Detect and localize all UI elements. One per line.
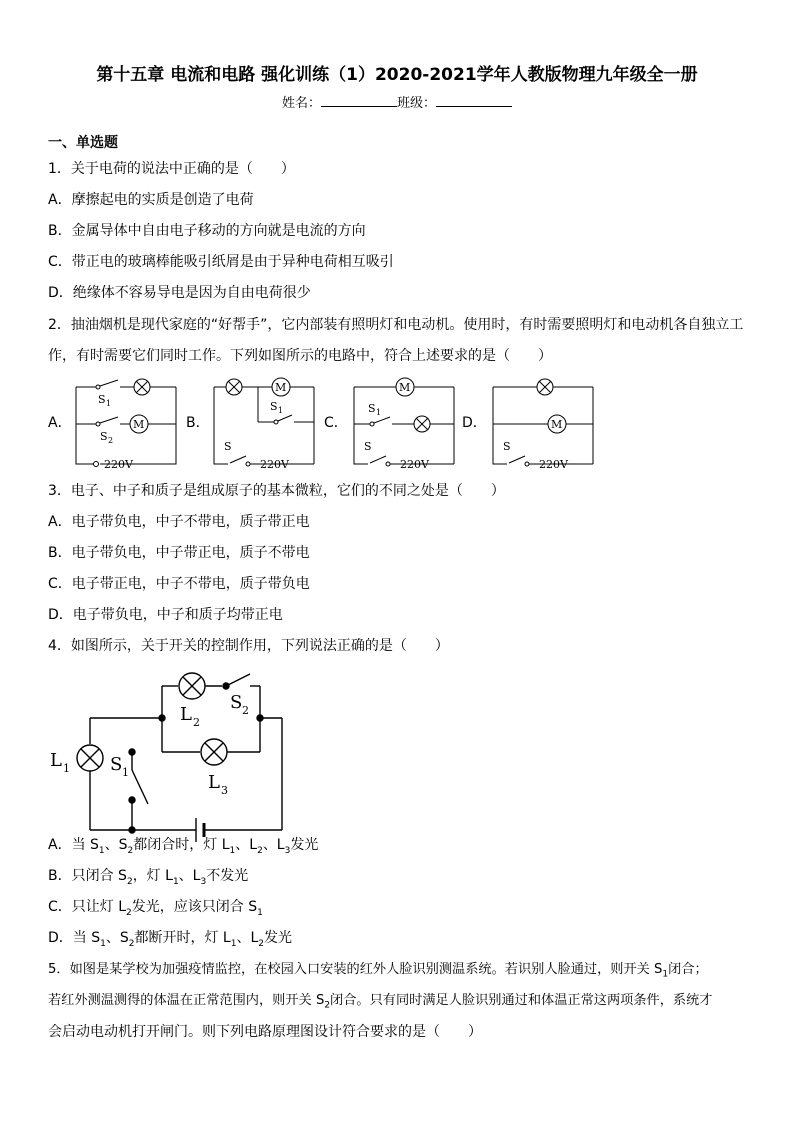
q2-circuit-b bbox=[208, 376, 318, 471]
page-title: 第十五章 电流和电路 强化训练（1）2020-2021学年人教版物理九年级全一册 bbox=[96, 65, 698, 85]
q3-option-a[interactable]: A．电子带负电，中子不带电，质子带正电 bbox=[48, 514, 310, 530]
lamp-icon bbox=[414, 416, 430, 432]
svg-text:S: S bbox=[368, 402, 376, 415]
q5-stem-line1: 5．如图是某学校为加强疫情监控，在校园入口安装的红外人脸识别测温系统。若识别人脸通过，则开关 $S_1$闭合； bbox=[48, 962, 708, 980]
q1-option-b[interactable]: B．金属导体中自由电子移动的方向就是电流的方向 bbox=[48, 223, 366, 239]
svg-text:1: 1 bbox=[106, 399, 112, 408]
svg-text:220V: 220V bbox=[400, 458, 429, 471]
section-heading: 一、单选题 bbox=[48, 135, 118, 151]
q4-option-d[interactable]: D．当 $S_1$、$S_2$都断开时，灯 $L_1$、$L_2$发光 bbox=[48, 930, 293, 949]
svg-text:2: 2 bbox=[108, 436, 114, 445]
q5-stem-line2: 若红外测温测得的体温在正常范围内，则开关 $S_2$闭合。只有同时满足人脸识别通过和体温正常这两项条件，系统才 bbox=[48, 993, 713, 1011]
q4-option-b[interactable]: B．只闭合 $S_2$，灯 $L_1$、$L_3$不发光 bbox=[48, 868, 249, 887]
svg-text:S: S bbox=[230, 692, 243, 713]
svg-text:L: L bbox=[50, 750, 62, 771]
q2-option-b[interactable]: B． bbox=[186, 415, 210, 431]
svg-text:S: S bbox=[503, 440, 511, 453]
svg-text:220V: 220V bbox=[260, 458, 289, 471]
q4-stem: 4．如图所示，关于开关的控制作用，下列说法正确的是（ ） bbox=[48, 638, 449, 654]
voltage-label: 220V bbox=[104, 458, 133, 471]
name-label: 姓名： bbox=[281, 96, 321, 111]
q2-circuit-a bbox=[70, 376, 180, 471]
svg-text:M: M bbox=[133, 418, 145, 431]
q4-circuit bbox=[50, 666, 300, 836]
q4-option-a[interactable]: A．当 $S_1$、$S_2$都闭合时，灯 $L_1$、$L_2$、$L_3$发光 bbox=[48, 837, 319, 856]
q2-circuit-d bbox=[487, 376, 597, 471]
q1-stem: 1．关于电荷的说法中正确的是（ ） bbox=[48, 161, 295, 177]
class-blank[interactable] bbox=[436, 94, 512, 107]
svg-text:M: M bbox=[399, 381, 411, 394]
class-label: 班级： bbox=[397, 96, 437, 111]
svg-text:220V: 220V bbox=[539, 458, 568, 471]
svg-text:S: S bbox=[98, 393, 106, 406]
svg-text:1: 1 bbox=[122, 766, 129, 779]
name-blank[interactable] bbox=[321, 94, 397, 107]
q2-option-d[interactable]: D． bbox=[462, 415, 487, 431]
svg-text:L: L bbox=[208, 772, 220, 793]
lamp-l3-icon bbox=[201, 739, 227, 765]
name-class-line bbox=[0, 92, 794, 111]
q4-option-c[interactable]: C．只让灯 $L_2$发光，应该只闭合 $S_1$ bbox=[48, 899, 263, 918]
lamp-icon bbox=[226, 379, 242, 395]
svg-text:S: S bbox=[364, 440, 372, 453]
svg-text:S: S bbox=[224, 440, 232, 453]
q1-option-d[interactable]: D．绝缘体不容易导电是因为自由电荷很少 bbox=[48, 285, 311, 301]
svg-text:S: S bbox=[110, 754, 123, 775]
motor-icon bbox=[396, 378, 414, 396]
svg-text:2: 2 bbox=[242, 704, 249, 717]
q1-option-c[interactable]: C．带正电的玻璃棒能吸引纸屑是由于异种电荷相互吸引 bbox=[48, 254, 394, 270]
q3-option-b[interactable]: B．电子带负电，中子带正电，质子不带电 bbox=[48, 545, 310, 561]
q1-option-a[interactable]: A．摩擦起电的实质是创造了电荷 bbox=[48, 192, 254, 208]
svg-text:S: S bbox=[100, 430, 108, 443]
svg-text:M: M bbox=[551, 418, 563, 431]
lamp-l1-icon bbox=[77, 745, 103, 771]
svg-text:2: 2 bbox=[193, 716, 200, 729]
svg-text:1: 1 bbox=[63, 762, 70, 775]
q2-circuit-c bbox=[348, 376, 458, 471]
lamp-icon bbox=[134, 379, 150, 395]
svg-text:S: S bbox=[270, 400, 278, 413]
q5-stem-line3: 会启动电动机打开闸门。则下列电路原理图设计符合要求的是（ ） bbox=[48, 1024, 482, 1040]
motor-icon bbox=[548, 415, 566, 433]
svg-text:3: 3 bbox=[221, 784, 228, 797]
svg-text:L: L bbox=[180, 704, 192, 725]
q2-stem-line1: 2．抽油烟机是现代家庭的“好帮手”，它内部装有照明灯和电动机。使用时，有时需要照明灯和电动机各自独立工 bbox=[48, 317, 744, 333]
svg-text:1: 1 bbox=[376, 408, 382, 417]
svg-text:M: M bbox=[275, 381, 287, 394]
q3-stem: 3．电子、中子和质子是组成原子的基本微粒，它们的不同之处是（ ） bbox=[48, 483, 505, 499]
lamp-l2-icon bbox=[179, 673, 205, 699]
q2-stem-line2: 作，有时需要它们同时工作。下列如图所示的电路中，符合上述要求的是（ ） bbox=[48, 348, 552, 364]
q3-option-c[interactable]: C．电子带正电，中子不带电，质子带负电 bbox=[48, 576, 310, 592]
q3-option-d[interactable]: D．电子带负电，中子和质子均带正电 bbox=[48, 607, 283, 623]
lamp-icon bbox=[537, 379, 553, 395]
q2-option-c[interactable]: C． bbox=[324, 415, 348, 431]
svg-text:1: 1 bbox=[278, 406, 284, 415]
motor-icon bbox=[272, 378, 290, 396]
q2-option-a[interactable]: A． bbox=[48, 415, 72, 431]
motor-icon bbox=[130, 415, 148, 433]
